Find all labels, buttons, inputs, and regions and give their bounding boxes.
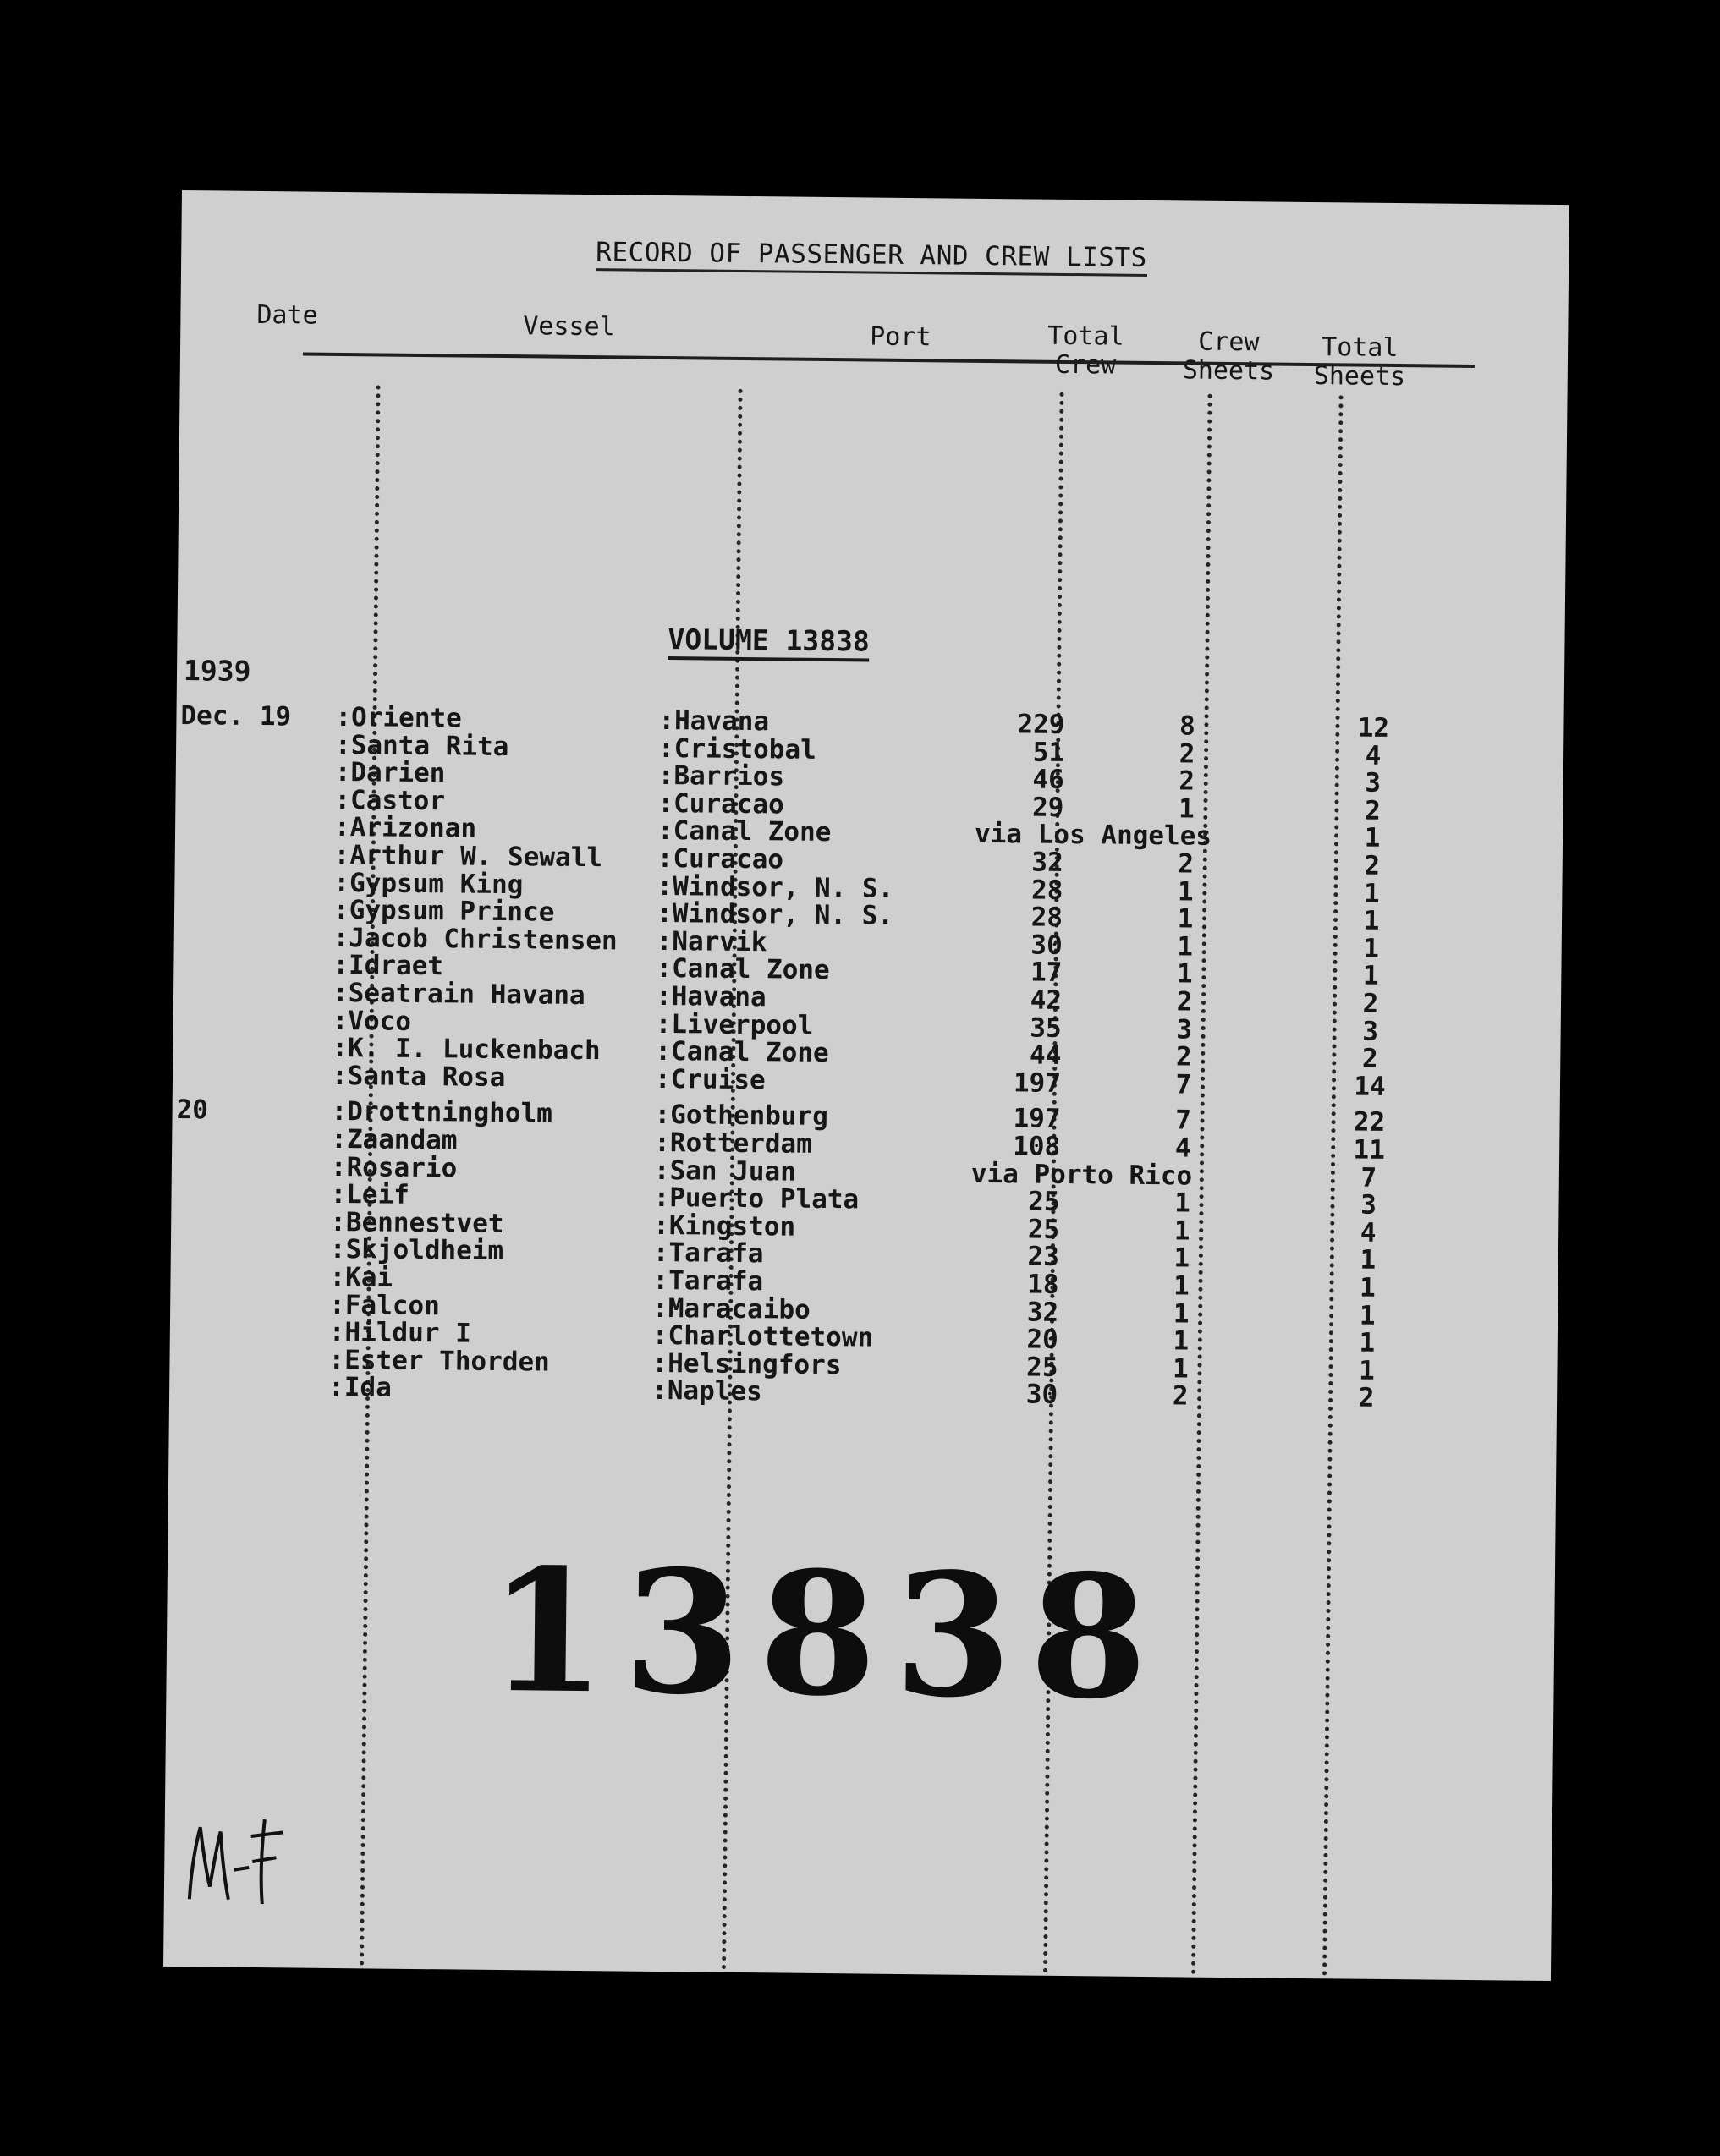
entry-port: :Liverpool: [655, 1008, 814, 1041]
entry-port: :Windsor, N. S.: [657, 870, 894, 904]
entry-total-sheets: 2: [1361, 1043, 1378, 1075]
entry-crew-sheets: 7: [1175, 1105, 1192, 1136]
entry-vessel: :Drottningholm: [331, 1096, 553, 1130]
stamp-digit: 3: [622, 1533, 743, 1734]
entry-vessel: :Santa Rosa: [331, 1060, 506, 1093]
stamp-digit: 1: [486, 1531, 607, 1732]
header-crew-sheets-line1: Crew: [1198, 326, 1260, 358]
year-label: 1939: [183, 654, 251, 688]
entry-port: :Windsor, N. S.: [656, 898, 894, 932]
header-total-sheets-line2: Sheets: [1313, 361, 1406, 392]
entry-total-crew: 23: [1027, 1241, 1060, 1273]
entry-vessel: :Jacob Christensen: [332, 922, 618, 957]
entry-vessel: :Hildur I: [328, 1317, 472, 1349]
entry-crew-sheets: 1: [1176, 958, 1193, 990]
entry-crew-sheets: 1: [1173, 1188, 1191, 1219]
entry-vessel: :Gypsum King: [333, 867, 524, 900]
entry-total-crew: 29: [1031, 792, 1064, 823]
entry-vessel: :Castor: [334, 784, 446, 817]
entry-total-sheets: 22: [1353, 1106, 1386, 1138]
entry-total-sheets: 1: [1364, 823, 1381, 854]
entry-vessel: :Skjoldheim: [329, 1234, 504, 1267]
entry-port: :Tarafa: [652, 1237, 764, 1270]
entry-port: :Tarafa: [652, 1265, 764, 1297]
entry-vessel: :Kai: [329, 1261, 393, 1293]
entry-total-sheets: 1: [1358, 1355, 1375, 1386]
entry-date: Dec. 19: [180, 700, 292, 732]
entry-total-sheets: 2: [1364, 795, 1381, 826]
entry-vessel: :Ester Thorden: [328, 1344, 551, 1378]
entry-vessel: :Gypsum Prince: [332, 895, 555, 928]
entry-total-crew: 35: [1030, 1012, 1062, 1044]
entry-total-crew: 28: [1030, 902, 1063, 934]
entry-crew-sheets: 1: [1177, 875, 1194, 908]
entry-vessel: :K. I. Luckenbach: [332, 1033, 601, 1067]
entry-port: :Barrios: [657, 760, 785, 793]
entry-crew-sheets: 2: [1176, 986, 1193, 1018]
entry-total-crew: 229: [1017, 709, 1065, 740]
entry-total-sheets: 4: [1365, 740, 1382, 771]
entry-total-crew: 30: [1030, 930, 1063, 961]
entry-via-note: via Porto Rico: [970, 1158, 1193, 1192]
header-crew-sheets: [1183, 327, 1275, 386]
header-port: Port: [870, 321, 931, 353]
entry-crew-sheets: 1: [1172, 1353, 1189, 1385]
entry-crew-sheets: 1: [1178, 793, 1195, 825]
entry-port: :Cruise: [654, 1063, 766, 1096]
entry-total-sheets: 1: [1363, 905, 1380, 937]
entry-crew-sheets: 1: [1177, 903, 1194, 935]
entry-total-crew: 32: [1026, 1297, 1059, 1328]
entry-total-sheets: 3: [1362, 1016, 1379, 1047]
volume-label: VOLUME 13838: [668, 623, 870, 661]
entry-total-crew: 42: [1030, 985, 1063, 1016]
entry-vessel: :Ida: [328, 1372, 393, 1404]
entry-vessel: :Seatrain Havana: [332, 977, 585, 1012]
entry-vessel: :Leif: [330, 1179, 410, 1211]
entry-vessel: :Arthur W. Sewall: [333, 839, 603, 874]
entry-total-crew: 108: [1013, 1131, 1061, 1162]
entry-port: :Canal Zone: [657, 815, 832, 848]
document-sheet: [163, 190, 1569, 1981]
entry-total-crew: 25: [1028, 1186, 1060, 1218]
entry-total-sheets: 11: [1353, 1134, 1386, 1166]
entry-total-crew: 30: [1025, 1379, 1058, 1411]
entry-port: :Puerto Plata: [653, 1182, 860, 1215]
entry-port: :Canal Zone: [655, 1036, 829, 1069]
handwritten-mark: [181, 1806, 300, 1917]
entry-vessel: :Santa Rita: [334, 729, 509, 762]
entry-crew-sheets: 7: [1175, 1069, 1192, 1100]
entry-total-sheets: 3: [1360, 1189, 1377, 1221]
entry-crew-sheets: 8: [1179, 710, 1195, 742]
entry-total-crew: 28: [1030, 875, 1063, 906]
header-rule: [303, 353, 1475, 369]
entry-vessel: :Rosario: [330, 1151, 458, 1184]
entry-via-note: via Los Angeles: [974, 819, 1212, 853]
entry-crew-sheets: 1: [1173, 1215, 1190, 1247]
entry-vessel: :Bennestvet: [330, 1206, 504, 1239]
entry-vessel: :Zaandam: [331, 1123, 458, 1156]
entry-port: :Havana: [655, 980, 767, 1013]
entry-total-sheets: 1: [1362, 961, 1379, 992]
entry-vessel: :Idraet: [332, 950, 444, 982]
entry-total-crew: 32: [1031, 847, 1063, 878]
entry-port: :Maracaibo: [652, 1292, 811, 1325]
entry-total-sheets: 4: [1360, 1217, 1377, 1248]
entry-port: :Narvik: [656, 925, 767, 958]
entry-total-crew: 18: [1026, 1269, 1059, 1300]
document-title: RECORD OF PASSENGER AND CREW LISTS: [596, 237, 1147, 277]
entry-total-crew: 46: [1032, 764, 1064, 796]
entry-total-crew: 197: [1013, 1067, 1062, 1099]
entry-total-sheets: 1: [1360, 1245, 1377, 1276]
entry-crew-sheets: 2: [1179, 738, 1195, 770]
entry-total-sheets: 7: [1360, 1162, 1377, 1193]
entry-crew-sheets: 1: [1173, 1297, 1190, 1330]
entry-port: :Helsingfors: [651, 1347, 842, 1381]
entry-total-crew: 25: [1025, 1352, 1058, 1383]
entry-total-sheets: 1: [1359, 1327, 1376, 1359]
entry-vessel: :Voco: [332, 1005, 412, 1037]
header-crew-sheets-line2: Sheets: [1182, 355, 1275, 387]
stamp-digit: 8: [757, 1534, 878, 1735]
header-vessel: Vessel: [523, 311, 615, 343]
entry-total-sheets: 14: [1354, 1071, 1386, 1102]
entry-total-sheets: 1: [1359, 1272, 1377, 1303]
entry-crew-sheets: 1: [1173, 1243, 1190, 1274]
entry-crew-sheets: 2: [1179, 765, 1195, 797]
entry-total-sheets: 12: [1357, 712, 1390, 743]
entry-total-crew: 44: [1029, 1040, 1062, 1072]
header-total-crew: [1047, 322, 1124, 381]
entry-crew-sheets: 1: [1177, 931, 1194, 963]
header-total-sheets-line1: Total: [1321, 332, 1399, 364]
entry-total-crew: 25: [1027, 1214, 1060, 1245]
entry-crew-sheets: 1: [1173, 1270, 1190, 1302]
entry-total-sheets: 1: [1363, 933, 1380, 964]
stamp-digit: 8: [1028, 1537, 1149, 1738]
header-total-crew-line1: Total: [1047, 321, 1124, 352]
entry-port: :Curacao: [657, 787, 784, 820]
entry-vessel: :Darien: [334, 757, 446, 789]
entry-total-sheets: 2: [1364, 850, 1381, 881]
entry-port: :Curacao: [657, 842, 784, 875]
entry-total-crew: 197: [1013, 1103, 1061, 1135]
entry-total-crew: 20: [1026, 1324, 1059, 1356]
entry-port: :Cristobal: [657, 732, 816, 765]
entry-port: :Canal Zone: [656, 953, 830, 986]
entry-crew-sheets: 2: [1178, 848, 1195, 880]
entry-total-sheets: 3: [1365, 767, 1382, 799]
entry-total-sheets: 1: [1359, 1300, 1376, 1331]
entry-total-crew: 17: [1030, 957, 1063, 989]
entry-crew-sheets: 1: [1173, 1325, 1190, 1357]
entry-port: :Naples: [651, 1375, 763, 1407]
entry-crew-sheets: 3: [1176, 1013, 1193, 1045]
entry-date: 20: [176, 1094, 209, 1126]
entry-total-sheets: 1: [1363, 878, 1380, 909]
entry-port: :Gothenburg: [654, 1100, 829, 1133]
entry-vessel: :Falcon: [329, 1289, 441, 1321]
header-date: Date: [256, 299, 318, 331]
entry-vessel: :Oriente: [335, 701, 462, 734]
entry-port: :Charlottetown: [651, 1320, 874, 1353]
entry-crew-sheets: 2: [1175, 1041, 1192, 1073]
entry-total-sheets: 2: [1362, 988, 1379, 1019]
header-total-crew-line2: Crew: [1054, 349, 1117, 381]
entry-crew-sheets: 4: [1174, 1133, 1191, 1164]
entry-port: :San Juan: [653, 1155, 797, 1188]
entry-vessel: :Arizonan: [333, 812, 477, 845]
entry-crew-sheets: 2: [1172, 1380, 1189, 1412]
entry-port: :Kingston: [653, 1210, 796, 1243]
stamp-digit: 3: [893, 1535, 1014, 1736]
entry-total-sheets: 2: [1358, 1383, 1375, 1414]
entry-port: :Havana: [658, 705, 770, 738]
entry-port: :Rotterdam: [654, 1127, 813, 1160]
entry-total-crew: 51: [1032, 737, 1065, 768]
